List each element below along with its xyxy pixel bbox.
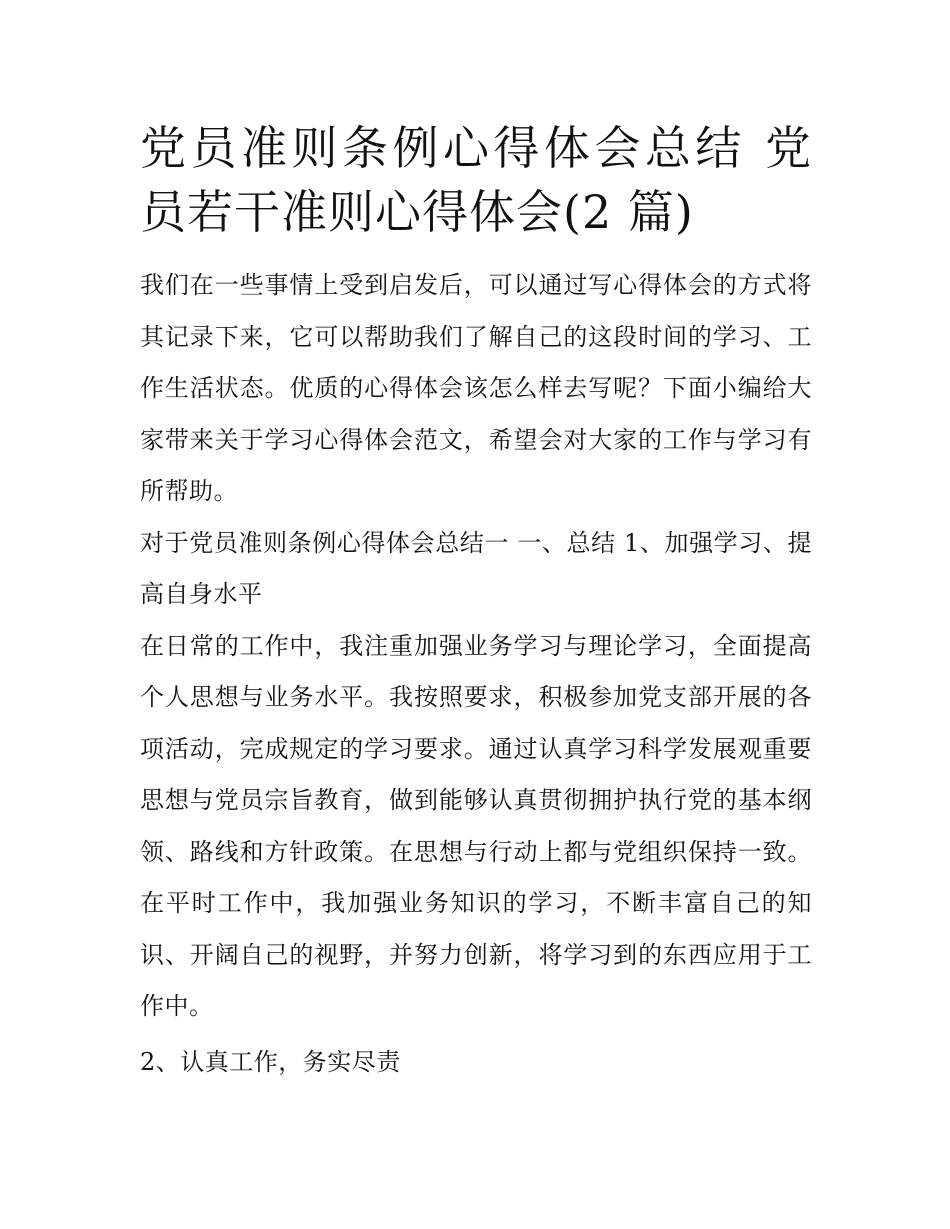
document-body	[140, 260, 812, 1088]
section-heading-1: 对于党员准则条例心得体会总结一 一、总结 1、加强学习、提高自身水平	[140, 528, 812, 608]
section-heading-2: 2、认真工作，务实尽责	[140, 1047, 401, 1076]
body-paragraph: 在日常的工作中，我注重加强业务学习与理论学习，全面提高个人思想与业务水平。我按照要求，积极参加党支部开展的各项活动，完成规定的学习要求。通过认真学习科学发展观重要思想与党员宗旨教育，做到能够认真贯彻拥护执行党的基本纲领、路线和方针政策。在思想与行动上都与党组织保持一致。在平时工作中，我加强业务知识的学习，不断丰富自己的知识、开阔自己的视野，并努力创新，将学习到的东西应用于工作中。	[140, 631, 812, 1020]
intro-paragraph: 我们在一些事情上受到启发后，可以通过写心得体会的方式将其记录下来，它可以帮助我们了解自己的这段时间的学习、工作生活状态。优质的心得体会该怎么样去写呢？下面小编给大家带来关于学习心得体会范文，希望会对大家的工作与学习有所帮助。	[140, 271, 812, 505]
document-title: 党员准则条例心得体会总结 党员若干准则心得体会(2 篇)	[140, 121, 812, 239]
document-content	[140, 116, 812, 1088]
